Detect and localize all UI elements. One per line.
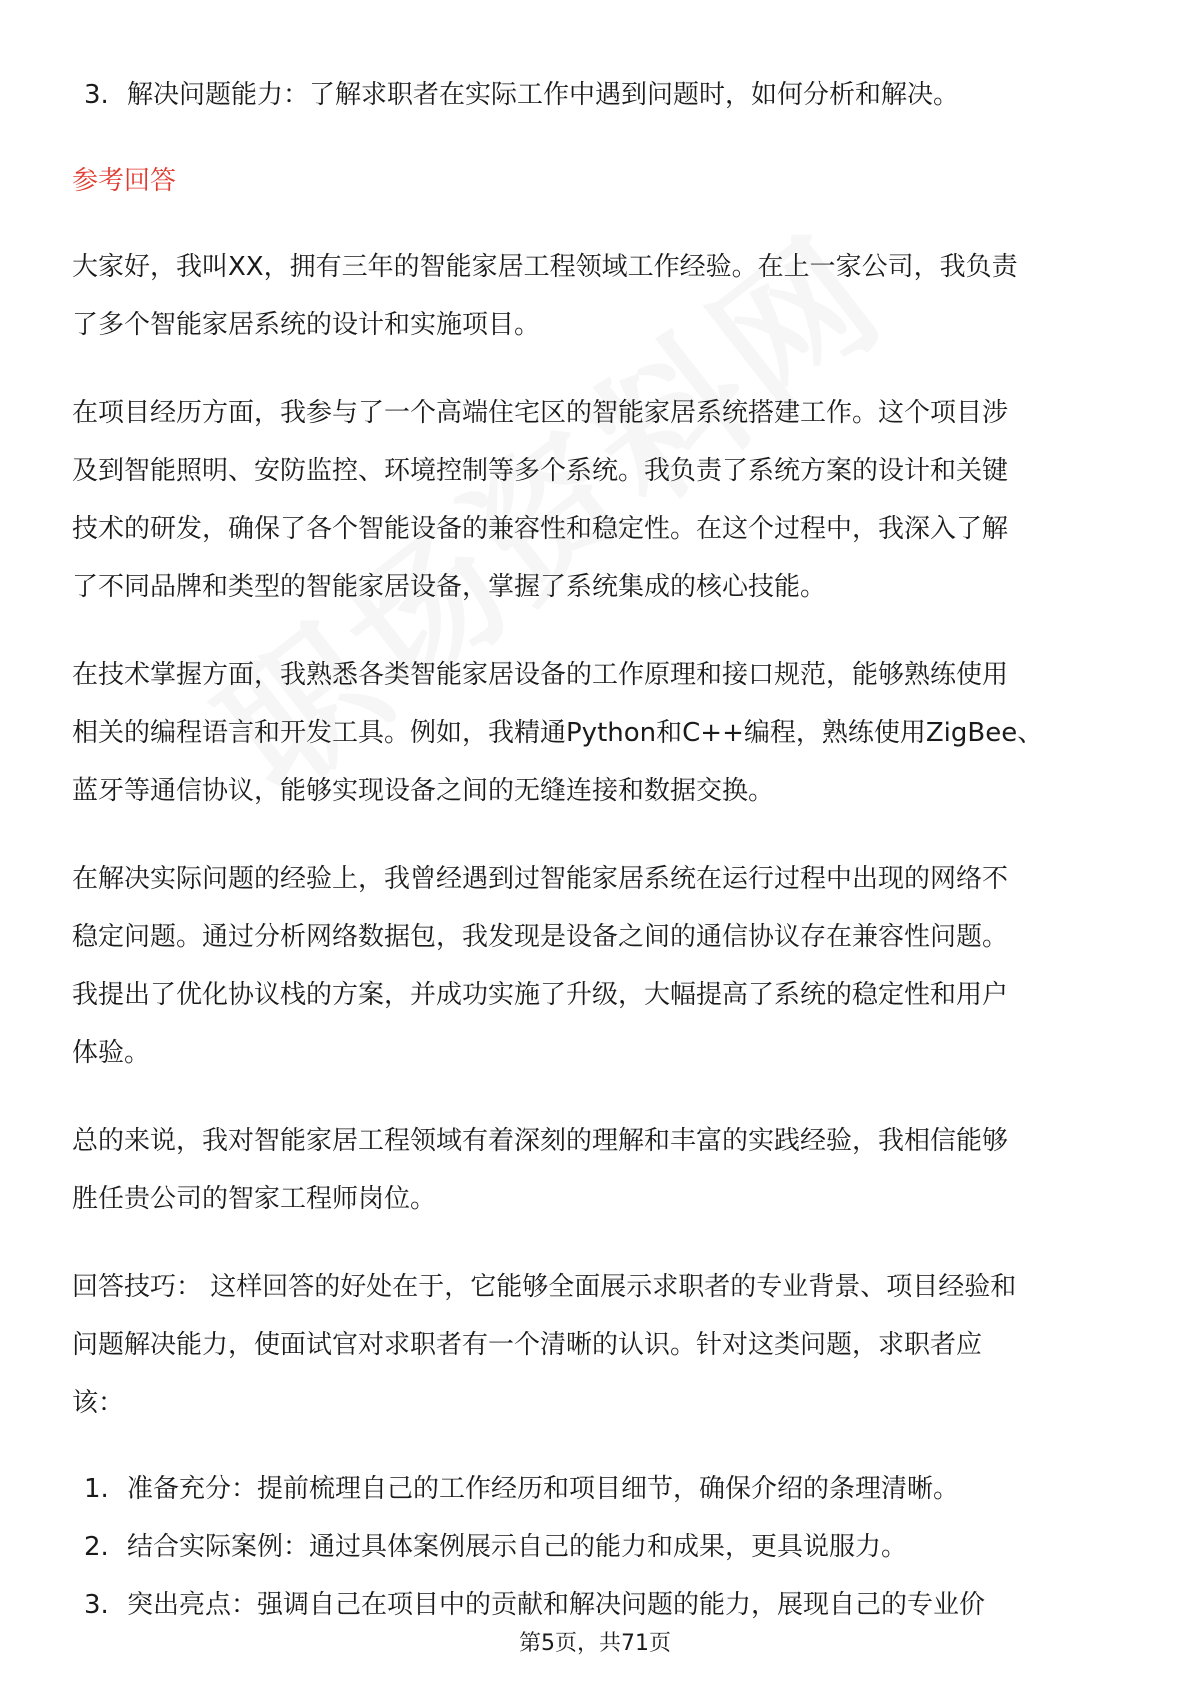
paragraph-line: 技术的研发，确保了各个智能设备的兼容性和稳定性。在这个过程中，我深入了解 [72, 514, 1009, 544]
page-content [72, 66, 1118, 1634]
paragraph-line: 在项目经历方面，我参与了一个高端住宅区的智能家居系统搭建工作。这个项目涉 [72, 398, 1009, 428]
paragraph [72, 1112, 1118, 1228]
paragraph-line: 大家好，我叫XX，拥有三年的智能家居工程领域工作经验。在上一家公司，我负责 [72, 252, 1018, 282]
paragraph [72, 1258, 1118, 1432]
paragraph-line: 了不同品牌和类型的智能家居设备，掌握了系统集成的核心技能。 [72, 572, 827, 602]
paragraph-line: 胜任贵公司的智家工程师岗位。 [72, 1184, 437, 1214]
list-item [72, 1518, 1118, 1576]
paragraph-line: 在技术掌握方面，我熟悉各类智能家居设备的工作原理和接口规范，能够熟练使用 [72, 660, 1009, 690]
page-footer: 第5页，共71页 [519, 1631, 671, 1656]
paragraph-line: 体验。 [72, 1038, 151, 1068]
paragraph-line: 在解决实际问题的经验上，我曾经遇到过智能家居系统在运行过程中出现的网络不 [72, 864, 1009, 894]
list-item [72, 66, 1118, 124]
list-text: 突出亮点：强调自己在项目中的贡献和解决问题的能力，展现自己的专业价 [127, 1590, 986, 1620]
list-number: 3. [84, 1590, 109, 1620]
paragraph [72, 646, 1118, 820]
list-text: 结合实际案例：通过具体案例展示自己的能力和成果，更具说服力。 [127, 1532, 908, 1562]
paragraph-line: 了多个智能家居系统的设计和实施项目。 [72, 310, 541, 340]
paragraph-line: 总的来说，我对智能家居工程领域有着深刻的理解和丰富的实践经验，我相信能够 [72, 1126, 1009, 1156]
paragraph-line: 问题解决能力，使面试官对求职者有一个清晰的认识。针对这类问题，求职者应 [72, 1330, 983, 1360]
list-text: 准备充分：提前梳理自己的工作经历和项目细节，确保介绍的条理清晰。 [127, 1474, 960, 1504]
list-item [72, 1460, 1118, 1518]
paragraph [72, 238, 1118, 354]
paragraph-line: 回答技巧： 这样回答的好处在于，它能够全面展示求职者的专业背景、项目经验和 [72, 1272, 1017, 1302]
section-title: 参考回答 [72, 166, 177, 196]
list-text: 解决问题能力：了解求职者在实际工作中遇到问题时，如何分析和解决。 [127, 80, 960, 110]
paragraph-line: 该： [72, 1388, 125, 1418]
paragraph-line: 我提出了优化协议栈的方案，并成功实施了升级，大幅提高了系统的稳定性和用户 [72, 980, 1009, 1010]
list-number: 3. [84, 80, 109, 110]
list-number: 2. [84, 1532, 109, 1562]
paragraph [72, 384, 1118, 616]
paragraph-line: 相关的编程语言和开发工具。例如，我精通Python和C++编程，熟练使用ZigBee、 [72, 718, 1044, 748]
paragraph [72, 850, 1118, 1082]
paragraph-line: 稳定问题。通过分析网络数据包，我发现是设备之间的通信协议存在兼容性问题。 [72, 922, 1009, 952]
list-number: 1. [84, 1474, 109, 1504]
paragraph-line: 蓝牙等通信协议，能够实现设备之间的无缝连接和数据交换。 [72, 776, 775, 806]
paragraph-line: 及到智能照明、安防监控、环境控制等多个系统。我负责了系统方案的设计和关键 [72, 456, 1009, 486]
